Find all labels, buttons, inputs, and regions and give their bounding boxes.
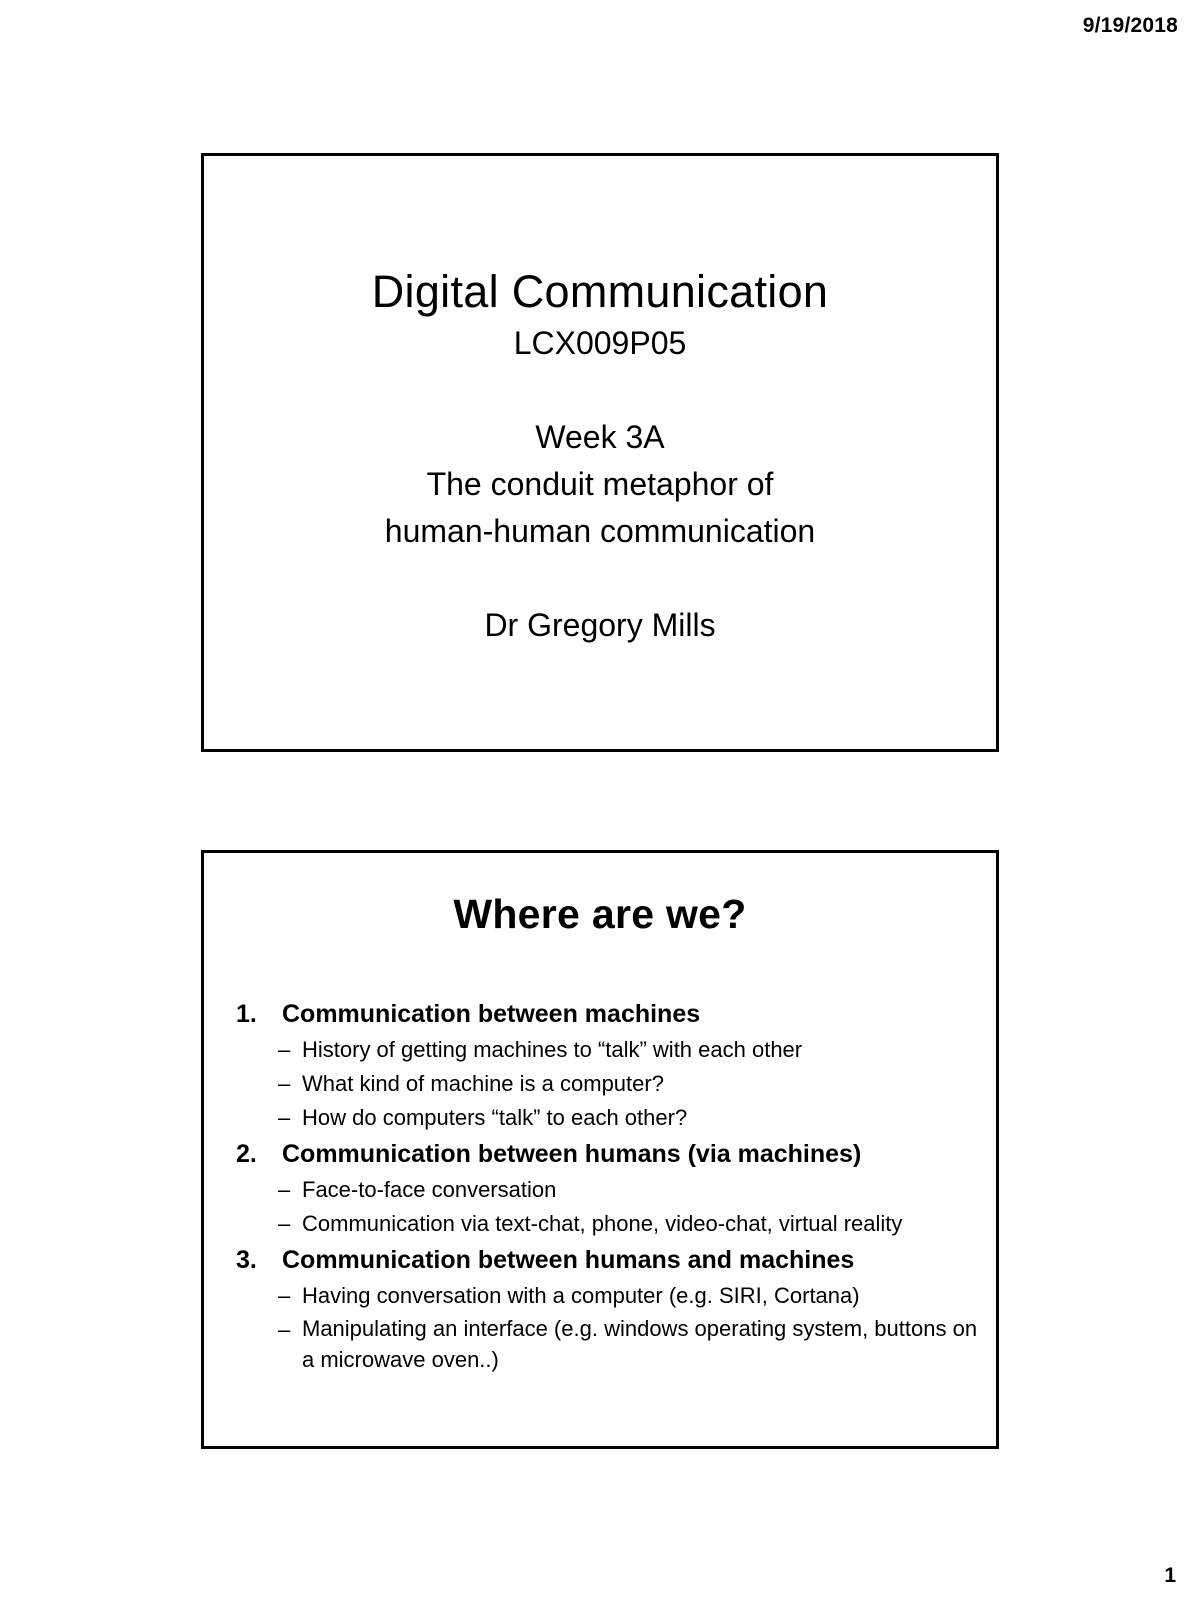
slide-title: Digital Communication [371, 266, 829, 317]
title-slide [201, 153, 999, 752]
section-number: 2. [236, 1140, 257, 1168]
bullet-list [236, 1279, 986, 1375]
bullet-list [236, 1173, 986, 1241]
agenda-list [236, 995, 986, 1375]
spacer [204, 367, 996, 414]
section-heading-text: Communication between machines [282, 1000, 701, 1028]
bullet-text: How do computers “talk” to each other? [302, 1105, 688, 1130]
agenda-section [236, 995, 986, 1135]
bullet-text: What kind of machine is a computer? [302, 1071, 664, 1096]
dash-marker: – [278, 1071, 291, 1096]
agenda-section [236, 1241, 986, 1375]
bullet-text: Communication via text-chat, phone, video-chat, virtual reality [302, 1211, 903, 1236]
dash-marker: – [278, 1037, 291, 1062]
list-item [278, 1313, 986, 1375]
page-date: 9/19/2018 [1082, 14, 1178, 37]
bullet-text: Having conversation with a computer (e.g. SIRI, Cortana) [302, 1283, 860, 1308]
section-heading [236, 995, 986, 1033]
section-number: 3. [236, 1246, 257, 1274]
topic-line-2: human-human communication [384, 513, 816, 549]
bullet-text: Manipulating an interface (e.g. windows operating system, buttons on a microwave oven..) [302, 1316, 978, 1372]
list-item [278, 1033, 986, 1067]
dash-marker: – [278, 1317, 291, 1342]
dash-marker: – [278, 1177, 291, 1202]
week-label: Week 3A [535, 419, 665, 455]
course-code: LCX009P05 [513, 325, 687, 361]
list-item [278, 1279, 986, 1313]
dash-marker: – [278, 1211, 291, 1236]
bullet-text: Face-to-face conversation [302, 1177, 557, 1202]
agenda-slide [201, 850, 999, 1449]
list-item [278, 1101, 986, 1135]
section-heading [236, 1241, 986, 1279]
section-heading-text: Communication between humans and machines [282, 1246, 855, 1274]
dash-marker: – [278, 1283, 291, 1308]
list-item [278, 1173, 986, 1207]
lecturer-name: Dr Gregory Mills [484, 607, 716, 643]
section-heading-text: Communication between humans (via machines) [282, 1140, 862, 1168]
dash-marker: – [278, 1105, 291, 1130]
topic-line-1: The conduit metaphor of [426, 466, 774, 502]
bullet-list [236, 1033, 986, 1135]
spacer [204, 555, 996, 602]
agenda-section [236, 1135, 986, 1241]
section-number: 1. [236, 1000, 257, 1028]
list-item [278, 1067, 986, 1101]
bullet-text: History of getting machines to “talk” with each other [302, 1037, 803, 1062]
list-item [278, 1207, 986, 1241]
agenda-title: Where are we? [453, 891, 747, 937]
page-number: 1 [1164, 1564, 1176, 1587]
section-heading [236, 1135, 986, 1173]
title-block [204, 264, 996, 649]
